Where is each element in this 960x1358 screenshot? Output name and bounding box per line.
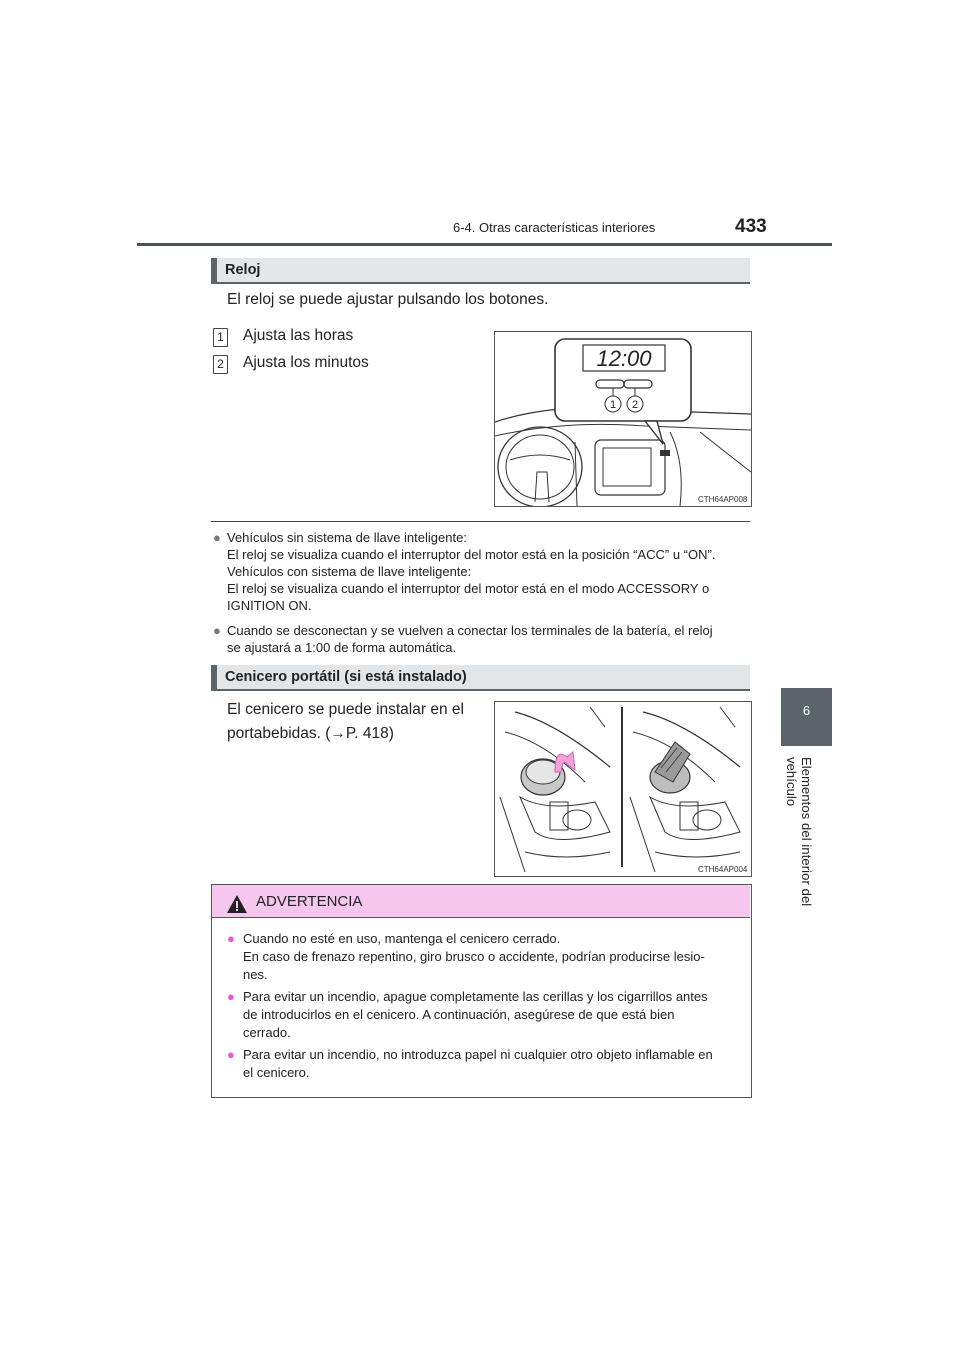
warning-line: nes. bbox=[243, 967, 268, 982]
warning-line: cerrado. bbox=[243, 1025, 291, 1040]
note-line: IGNITION ON. bbox=[227, 598, 312, 613]
list-item-text: Ajusta las horas bbox=[243, 327, 354, 344]
clock-figure bbox=[494, 331, 752, 507]
notes-rule bbox=[211, 521, 750, 522]
warning-item bbox=[227, 1046, 743, 1082]
callout-1: 1 bbox=[609, 399, 617, 411]
bullet-icon: ● bbox=[227, 1047, 235, 1062]
callout-2: 2 bbox=[631, 399, 639, 411]
dashboard-illustration bbox=[495, 332, 751, 506]
warning-line: de introducirlos en el cenicero. A continuación, asegúrese de que está bien bbox=[243, 1007, 675, 1022]
item-badge: 2 bbox=[213, 355, 228, 374]
ref-prefix: portabebidas. ( bbox=[227, 725, 331, 742]
note-line: Vehículos con sistema de llave inteligente: bbox=[227, 564, 472, 579]
note-line: El reloj se visualiza cuando el interruptor del motor está en el modo ACCESSORY o bbox=[227, 581, 710, 596]
warning-header-rule bbox=[212, 917, 750, 918]
list-item bbox=[213, 355, 228, 374]
clock-intro: El reloj se puede ajustar pulsando los botones. bbox=[227, 291, 549, 308]
warning-title: ADVERTENCIA bbox=[256, 893, 363, 910]
chapter-label: Elementos del interior del vehículo bbox=[784, 757, 814, 907]
section-title-clock-text: Reloj bbox=[225, 262, 261, 278]
list-item-text: Ajusta los minutos bbox=[243, 354, 369, 371]
arrow-icon: → bbox=[330, 725, 346, 742]
note-line: Cuando se desconectan y se vuelven a conectar los terminales de la batería, el reloj bbox=[227, 623, 713, 638]
warning-line: el cenicero. bbox=[243, 1065, 310, 1080]
warning-line: Cuando no esté en uso, mantenga el cenicero cerrado. bbox=[243, 931, 561, 946]
note-line: Vehículos sin sistema de llave inteligente: bbox=[227, 530, 467, 545]
page-number: 433 bbox=[735, 216, 767, 237]
chapter-number: 6 bbox=[802, 703, 811, 718]
ashtray-illustration bbox=[495, 702, 751, 876]
ashtray-body bbox=[227, 698, 483, 746]
figure-code: CTH64AP008 bbox=[698, 495, 748, 504]
warning-line: Para evitar un incendio, no introduzca papel ni cualquier otro objeto inflamable en bbox=[243, 1047, 713, 1062]
bullet-icon: ● bbox=[227, 931, 235, 946]
bullet-icon: ● bbox=[213, 530, 221, 545]
page-reference: P. 418) bbox=[345, 725, 394, 742]
item-badge: 1 bbox=[213, 328, 228, 347]
clock-display: 12:00 bbox=[596, 346, 652, 371]
section-title-ashtray-text: Cenicero portátil (si está instalado) bbox=[225, 669, 467, 685]
ashtray-body-line2 bbox=[227, 722, 483, 746]
ashtray-figure bbox=[494, 701, 752, 877]
ashtray-body-line: El cenicero se puede instalar en el bbox=[227, 701, 464, 718]
bullet-icon: ● bbox=[227, 989, 235, 1004]
bullet-icon: ● bbox=[213, 623, 221, 638]
warning-triangle-icon bbox=[226, 894, 248, 919]
section-title-clock bbox=[211, 258, 750, 284]
note-line: El reloj se visualiza cuando el interruptor del motor está en la posición “ACC” u “ON”. bbox=[227, 547, 716, 562]
note-block bbox=[213, 622, 751, 656]
rotate-arrow-icon bbox=[555, 752, 575, 772]
section-title-ashtray bbox=[211, 665, 750, 691]
note-block bbox=[213, 529, 751, 614]
warning-item bbox=[227, 988, 743, 1042]
list-item bbox=[213, 328, 228, 347]
header-section-title: 6-4. Otras características interiores bbox=[453, 220, 656, 235]
header-rule bbox=[137, 243, 832, 246]
warning-item bbox=[227, 930, 743, 984]
warning-line: Para evitar un incendio, apague completamente las cerillas y los cigarrillos antes bbox=[243, 989, 708, 1004]
note-line: se ajustará a 1:00 de forma automática. bbox=[227, 640, 457, 655]
figure-code: CTH64AP004 bbox=[698, 865, 748, 874]
warning-line: En caso de frenazo repentino, giro brusco o accidente, podrían producirse lesio- bbox=[243, 949, 705, 964]
